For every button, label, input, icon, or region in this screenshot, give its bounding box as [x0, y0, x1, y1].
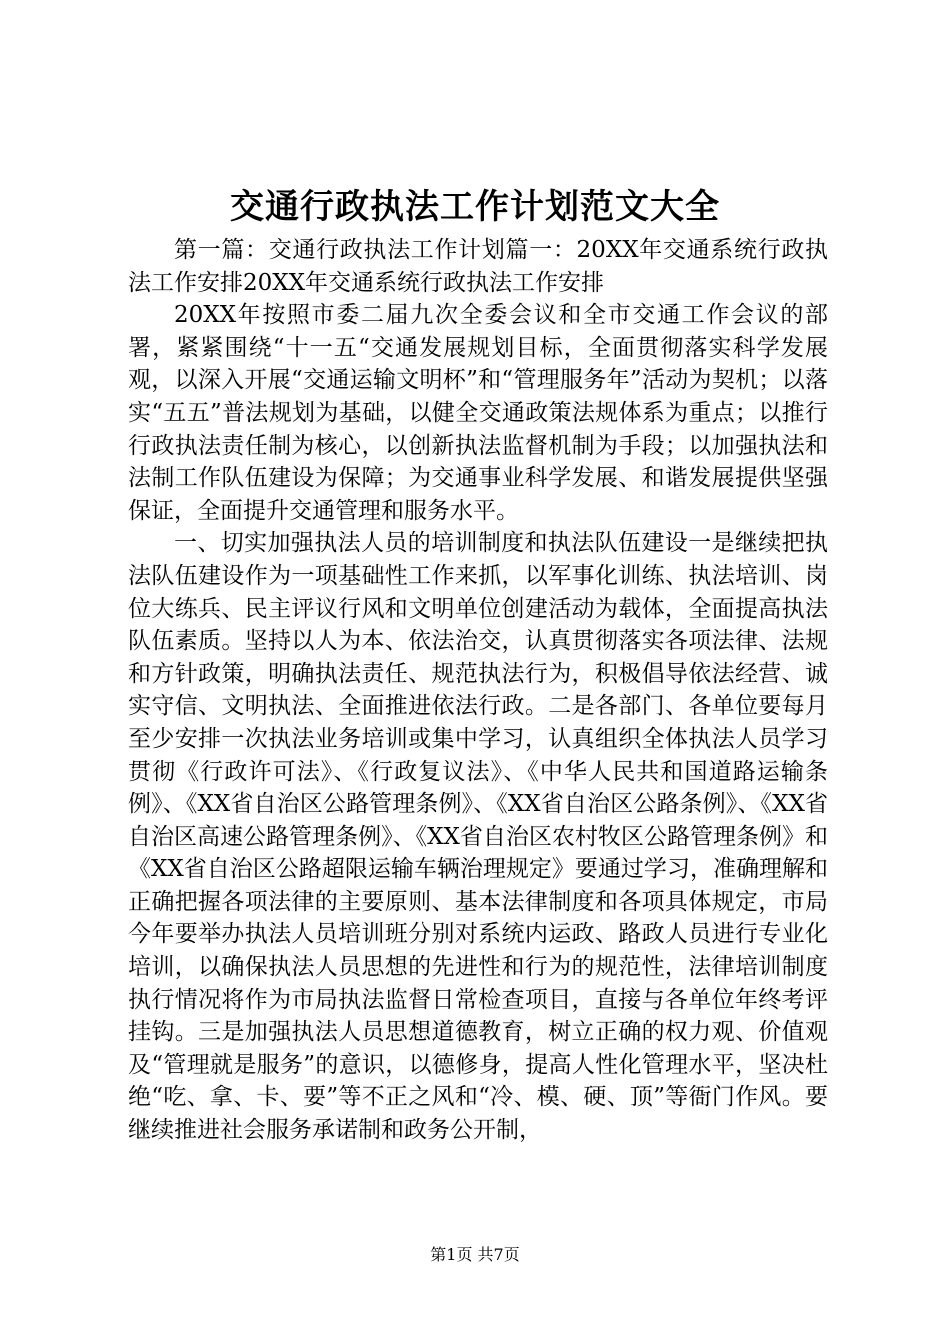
- paragraph-1: 第一篇：交通行政执法工作计划篇一：20XX年交通系统行政执法工作安排20XX年交通系统行政执法工作安排: [128, 237, 828, 296]
- paragraph-2: 20XX年按照市委二届九次全委会议和全市交通工作会议的部署，紧紧围绕“十一五“交通发展规划目标，全面贯彻落实科学发展观，以深入开展“交通运输文明杯”和“管理服务年”活动为契机；以落实“五五”普法规划为基础，以健全交通政策法规体系为重点；以推行行政执法责任制为核心，以创新执法监督机制为手段；以加强执法和法制工作队伍建设为保障；为交通事业科学发展、和谐发展提供坚强保证，全面提升交通管理和服务水平。: [128, 302, 828, 524]
- page-number-footer: 第1页 共7页: [430, 1245, 520, 1264]
- document-title: 交通行政执法工作计划范文大全: [230, 187, 720, 227]
- paragraph-3: 一、切实加强执法人员的培训制度和执法队伍建设一是继续把执法队伍建设作为一项基础性工作来抓，以军事化训练、执法培训、岗位大练兵、民主评议行风和文明单位创建活动为载体，全面提高执法队伍素质。坚持以人为本、依法治交，认真贯彻落实各项法律、法规和方针政策，明确执法责任、规范执法行为，积极倡导依法经营、诚实守信、文明执法、全面推进依法行政。二是各部门、各单位要每月至少安排一次执法业务培训或集中学习，认真组织全体执法人员学习贯彻《行政许可法》、《行政复议法》、《中华人民共和国道路运输条例》、《XX省自治区公路管理条例》、《XX省自治区公路条例》、《XX省自治区高速公路管理条例》、《XX省自治区农村牧区公路管理条例》和《XX省自治区公路超限运输车辆治理规定》要通过学习，准确理解和正确把握各项法律的主要原则、基本法律制度和各项具体规定，市局今年要举办执法人员培训班分别对系统内运政、路政人员进行专业化培训，以确保执法人员思想的先进性和行为的规范性，法律培训制度执行情况将作为市局执法监督日常检查项目，直接与各单位年终考评挂钩。三是加强执法人员思想道德教育，树立正确的权力观、价值观及“管理就是服务”的意识，以德修身，提高人性化管理水平，坚决杜绝“吃、拿、卡、要”等不正之风和“冷、模、硬、顶”等衙门作风。要继续推进社会服务承诺制和政务公开制，: [128, 530, 828, 1144]
- document-body: [128, 234, 828, 1147]
